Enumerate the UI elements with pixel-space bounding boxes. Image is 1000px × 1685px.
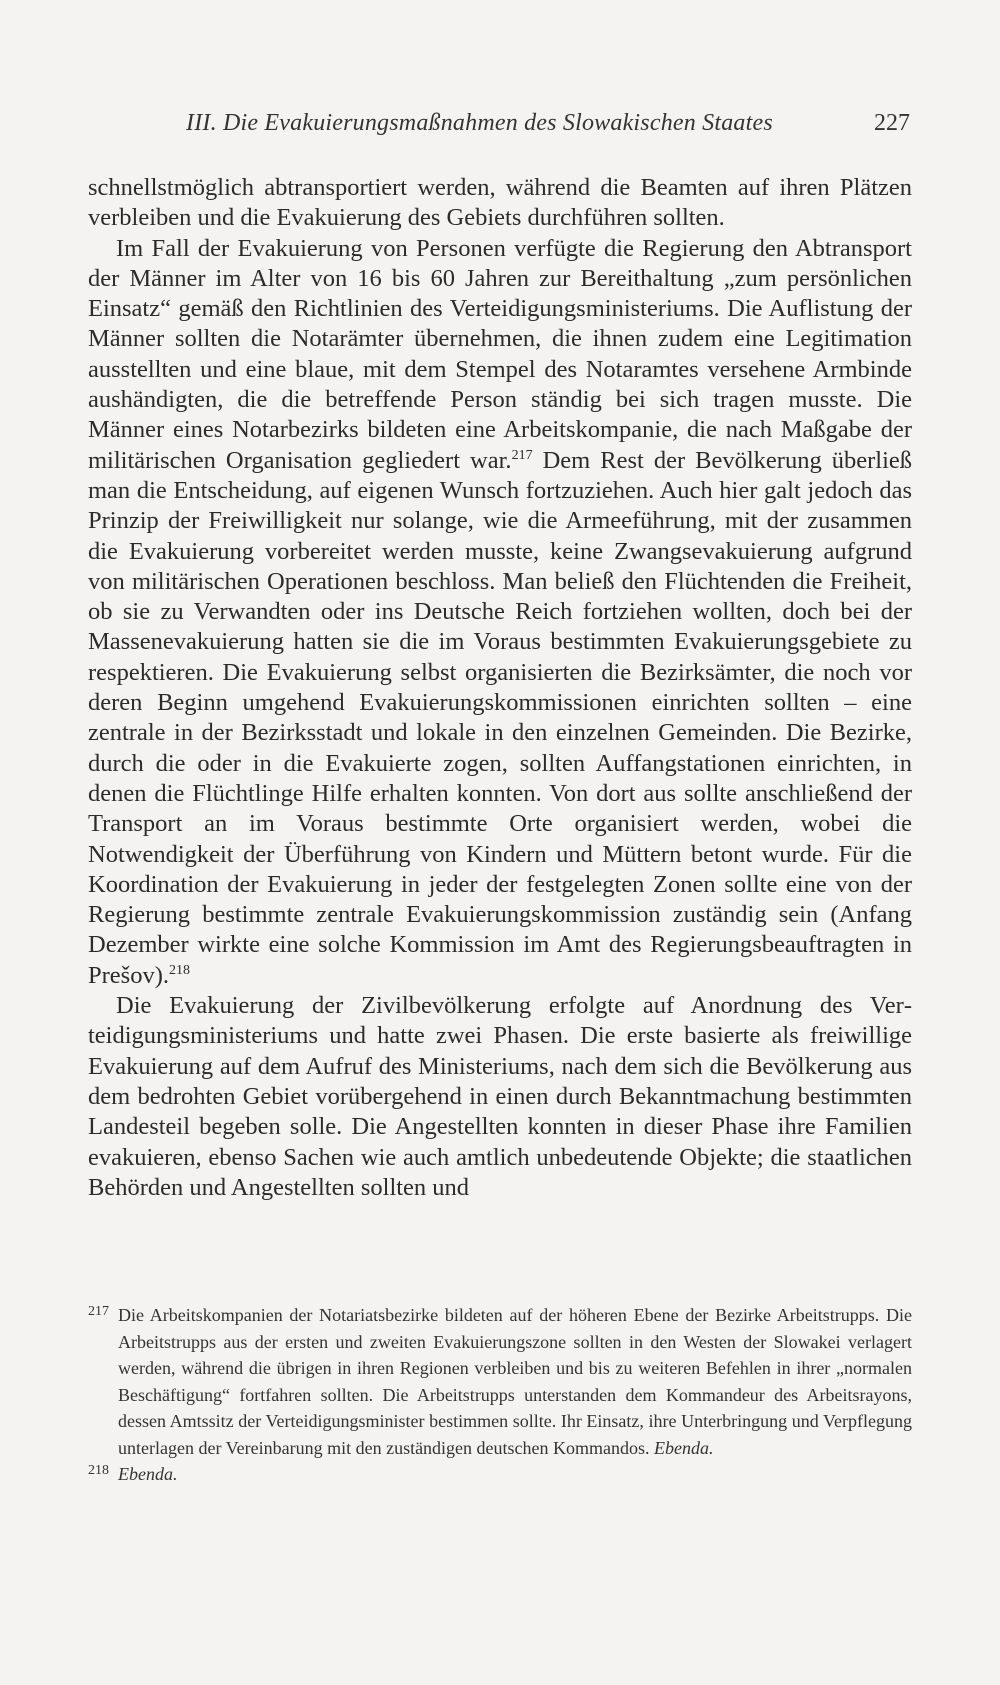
footnote-citation: Ebenda.: [654, 1437, 714, 1458]
page-number: 227: [874, 110, 910, 136]
paragraph-3: [88, 991, 912, 1203]
footnote-number: 217: [88, 1304, 109, 1319]
footnote-text: Die Arbeitskompanien der Notariatsbezirke bildeten auf der höheren Ebene der Bezirke Arbeitstrupps. Die Arbeitstrupps aus der ersten und zweiten Evakuierungszone sollten in den Westen der Slowakei verlagert werden, während die übrigen in ihren Regionen verbleiben und bis zu weiteren Befehlen in ihrer „normalen Beschäftigung“ fortfahren sollten. Die Arbeitstrupps unterstanden dem Kommandeur des Arbeitsrayons, dessen Amtssitz der Verteidigungsminister bestimmen sollte. Ihr Einsatz, ihre Unterbringung und Verpflegung unterlagen der Vereinbarung mit den zuständigen deutschen Kommandos.: [118, 1305, 912, 1458]
footnote-217: [88, 1302, 912, 1461]
paragraph-text: schnellstmöglich abtransportiert werden, während die Beamten auf ihren Plätzen verbleiben und die Evakuierung des Gebiets durchführen sollten.: [88, 174, 912, 232]
running-header-title: III. Die Evakuierungsmaßnahmen des Slowakischen Staates: [186, 110, 773, 136]
paragraph-1: [88, 173, 912, 234]
paragraph-text: Die Evakuierung der Zivilbevölkerung erfolgte auf Anordnung des Verteidigungsministeriums und hatte zwei Phasen. Die erste basierte als freiwillige Evakuierung auf dem Aufruf des Ministeriums, nach dem sich die Bevölkerung aus dem bedrohten Gebiet vorübergehend in einen durch Bekanntmachung bestimmten Landesteil begeben solle. Die Angestellten konnten in dieser Phase ihre Familien evakuieren, ebenso Sachen wie auch amtlich unbedeutende Objekte; die staatlichen Behörden und Angestellten sollten und: [88, 992, 912, 1201]
paragraph-text: Dem Rest der Bevölkerung überließ man die Entscheidung, auf eigenen Wunsch fortzuziehen. Auch hier galt jedoch das Prinzip der Freiwilligkeit nur solange, wie die Armeeführung, mit der zusammen die Evakuierung vorbereitet werden musste, keine Zwangsevakuierung aufgrund von militärischen Operationen beschloss. Man beließ den Flüchtenden die Freiheit, ob sie zu Verwandten oder ins Deutsche Reich fortziehen wollten, doch bei der Massenevakuierung hatten sie die im Voraus bestimmten Evakuierungsgebiete zu respektieren. Die Evakuierung selbst organisierten die Bezirksämter, die noch vor deren Beginn umgehend Evakuierungskommissionen einrichten sollten – eine zentrale in der Bezirksstadt und lokale in den einzelnen Gemeinden. Die Bezirke, durch die oder in die Evakuierte zogen, sollten Auffangstationen einrichten, in denen die Flüchtlinge Hilfe erhalten konnten. Von dort aus sollte anschließend der Transport an im Voraus bestimmte Orte organisiert werden, wobei die Notwendigkeit der Überführung von Kindern und Müttern betont wurde. Für die Koordination der Evakuierung in jeder der festgelegten Zonen sollte eine von der Regierung bestimmte zentrale Evakuierungskommission zuständig sein (Anfang Dezember wirkte eine solche Kommission im Amt des Regierungsbeauftragten in Prešov).: [88, 446, 912, 989]
main-text: [88, 173, 912, 1203]
footnote-218: [88, 1461, 912, 1488]
footnote-ref-217[interactable]: 217: [511, 447, 533, 463]
footnote-ref-218[interactable]: 218: [168, 962, 190, 978]
paragraph-2: [88, 234, 912, 991]
paragraph-text: Im Fall der Evakuierung von Personen verfügte die Regierung den Abtransport der Männer im Alter von 16 bis 60 Jahren zur Bereithaltung „zum persönlichen Einsatz“ gemäß den Richtlinien des Verteidigungsministeriums. Die Auflistung der Männer sollten die Notarämter übernehmen, die ihnen zudem eine Legitimation ausstellten und eine blaue, mit dem Stempel des Notaramtes versehene Armbinde aushändigten, die die betreffende Person ständig bei sich tragen musste. Die Männer eines Notarbezirks bildeten eine Arbeitskompanie, die nach Maßgabe der militärischen Organisation gegliedert war.: [88, 234, 912, 474]
footnote-citation: Ebenda.: [118, 1464, 178, 1484]
footnote-number: 218: [88, 1463, 109, 1478]
footnotes-section: [88, 1302, 912, 1488]
